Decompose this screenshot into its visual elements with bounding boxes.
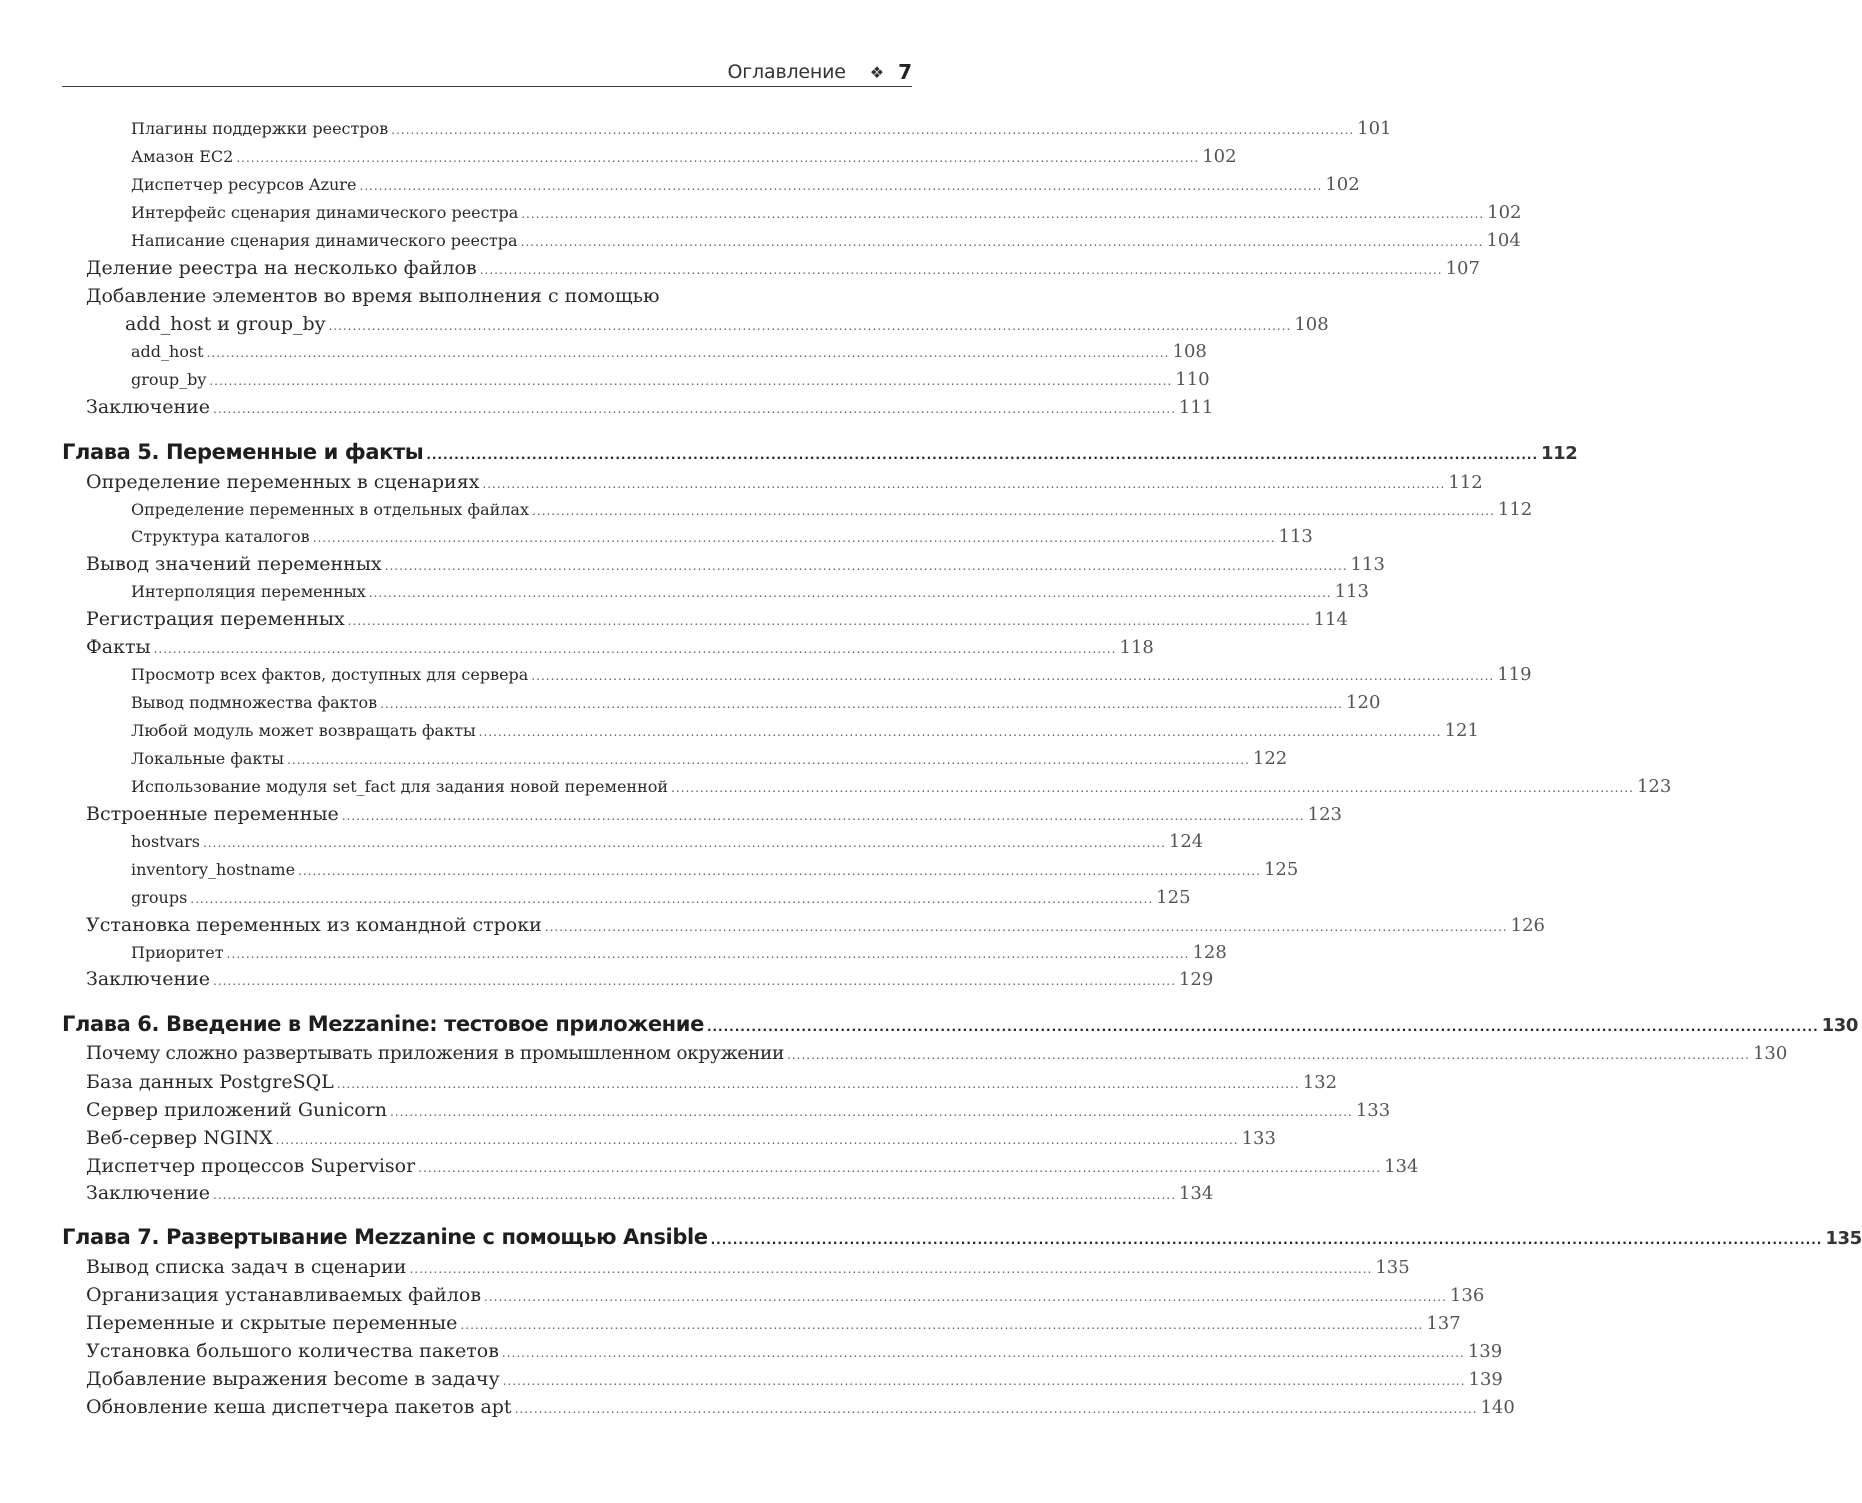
toc-entry-title: Диспетчер ресурсов Azure <box>131 175 357 194</box>
toc-entry <box>86 553 1385 581</box>
toc-entry <box>131 720 1479 748</box>
toc-entry-page: 102 <box>1487 202 1522 223</box>
dot-leader: ........................................................................................................................................................................................................ <box>213 1188 1176 1202</box>
toc-entry <box>131 369 1210 397</box>
toc-entry <box>86 914 1545 942</box>
toc-entry-page: 111 <box>1178 397 1214 418</box>
toc-entry <box>131 692 1381 720</box>
toc-entry-page: 113 <box>1278 526 1313 547</box>
toc-entry-title: База данных PostgreSQL <box>86 1071 334 1093</box>
toc-entry <box>86 968 1214 996</box>
dot-leader: ........................................................................................................................................................................................................ <box>418 1161 1382 1175</box>
toc-entry-title: Использование модуля set_fact для задания новой переменной <box>131 777 669 796</box>
dot-leader: ........................................................................................................................................................................................................ <box>226 947 1190 961</box>
toc-entry <box>131 146 1237 174</box>
dot-leader: ........................................................................................................................................................................................................ <box>368 586 1332 600</box>
dot-leader: ........................................................................................................................................................................................................ <box>341 809 1305 823</box>
toc-entry-title: Приоритет <box>131 943 224 962</box>
toc-entry-page: 129 <box>1178 969 1214 990</box>
dot-leader: ........................................................................................................................................................................................................ <box>389 1105 1353 1119</box>
dot-leader: ........................................................................................................................................................................................................ <box>544 920 1508 934</box>
dot-leader: ........................................................................................................................................................................................................ <box>502 1374 1466 1388</box>
toc-entry-page: 133 <box>1355 1100 1391 1121</box>
dot-leader: ........................................................................................................................................................................................................ <box>236 151 1200 165</box>
toc-chapter-page: 130 <box>1821 1015 1859 1036</box>
dot-leader: ........................................................................................................................................................................................................ <box>213 402 1176 416</box>
toc-entry <box>86 1043 1788 1071</box>
toc-entry-page: 125 <box>1156 887 1191 908</box>
toc-entry-title: Интерполяция переменных <box>131 582 366 601</box>
toc-entry-title: Регистрация переменных <box>86 608 345 630</box>
toc-chapter-title: Глава 6. Введение в Mezzanine: тестовое приложение <box>62 1012 704 1036</box>
toc-entry <box>86 1312 1461 1340</box>
dot-leader: ........................................................................................................................................................................................................ <box>298 864 1261 878</box>
toc-entry <box>131 526 1313 554</box>
toc-entry <box>86 1182 1214 1210</box>
toc-entry-page: 123 <box>1636 776 1672 797</box>
toc-entry-page: 113 <box>1334 581 1369 602</box>
dot-leader: ........................................................................................................................................................................................................ <box>521 207 1485 221</box>
dot-leader: ........................................................................................................................................................................................................ <box>190 892 1154 906</box>
dot-leader: ........................................................................................................................................................................................................ <box>209 374 1173 388</box>
toc-entry-title: Сервер приложений Gunicorn <box>86 1099 387 1121</box>
page-number: 7 <box>898 60 912 84</box>
toc-entry-title: Заключение <box>86 396 211 418</box>
toc-entry-page: 110 <box>1175 369 1210 390</box>
dot-leader: ........................................................................................................................................................................................................ <box>484 1290 1447 1304</box>
toc-entry-page: 125 <box>1263 859 1299 880</box>
dot-leader: ........................................................................................................................................................................................................ <box>520 235 1484 249</box>
toc-entry-page: 114 <box>1313 609 1348 630</box>
toc-entry <box>86 636 1154 664</box>
dot-leader: ........................................................................................................................................................................................................ <box>347 614 1311 628</box>
dot-leader: ........................................................................................................................................................................................................ <box>531 669 1495 683</box>
toc-entry-title: Определение переменных в сценариях <box>86 471 480 493</box>
toc-entry <box>86 1284 1485 1312</box>
toc-entry-page: 102 <box>1202 146 1237 167</box>
toc-entry <box>131 341 1207 369</box>
toc-entry-title: Плагины поддержки реестров <box>131 119 389 138</box>
toc-entry <box>86 1368 1503 1396</box>
toc-entry <box>125 313 1329 341</box>
dot-leader: ........................................................................................................................................................................................................ <box>514 1402 1478 1416</box>
toc-entry <box>86 257 1480 285</box>
dot-leader: ........................................................................................................................................................................................................ <box>203 836 1166 850</box>
toc-chapter <box>62 440 1578 472</box>
toc-chapter-title: Глава 7. Развертывание Mezzanine с помощью Ansible <box>62 1225 708 1249</box>
toc-entry-title: hostvars <box>131 832 201 851</box>
toc-entry <box>86 1396 1515 1424</box>
dot-leader: ........................................................................................................................................................................................................ <box>426 448 1539 462</box>
toc-entry <box>86 471 1483 499</box>
toc-entry-title: inventory_hostname <box>131 860 296 879</box>
toc-entry <box>131 776 1672 804</box>
dot-leader: ........................................................................................................................................................................................................ <box>501 1346 1465 1360</box>
dot-leader: ........................................................................................................................................................................................................ <box>460 1318 1424 1332</box>
toc-entry-page: 133 <box>1241 1128 1276 1149</box>
toc-entry-title: add_host и group_by <box>125 313 326 335</box>
toc-chapter <box>62 1225 1862 1257</box>
dot-leader: ........................................................................................................................................................................................................ <box>312 531 1276 545</box>
toc-entry-page: 102 <box>1325 174 1360 195</box>
toc-entry <box>131 581 1369 609</box>
toc-entry <box>86 1155 1419 1183</box>
toc-entry-title: add_host <box>131 342 204 361</box>
toc-entry-title: Веб-сервер NGINX <box>86 1127 273 1149</box>
toc-entry-title: group_by <box>131 370 207 389</box>
toc-entry-title: Вывод значений переменных <box>86 553 382 575</box>
toc-entry <box>131 174 1360 202</box>
toc-entry-page: 104 <box>1486 230 1521 251</box>
toc-entry-title-first-line: Добавление элементов во время выполнения с помощью <box>86 285 660 307</box>
toc-entry <box>86 608 1348 636</box>
toc-entry-page: 108 <box>1172 341 1207 362</box>
toc-entry <box>131 499 1533 527</box>
dot-leader: ........................................................................................................................................................................................................ <box>482 477 1446 491</box>
toc-entry-page: 101 <box>1357 118 1392 139</box>
toc-entry-title: Организация устанавливаемых файлов <box>86 1284 482 1306</box>
toc-entry-title: Вывод списка задач в сценарии <box>86 1256 407 1278</box>
toc-entry-page: 112 <box>1448 472 1483 493</box>
toc-entry <box>86 1071 1338 1099</box>
toc-entry-title: Вывод подмножества фактов <box>131 693 378 712</box>
toc-entry-title: Амазон EC2 <box>131 147 234 166</box>
toc-entry <box>86 1256 1410 1284</box>
toc-entry-title: Почему сложно развертывать приложения в промышленном окружении <box>86 1043 785 1064</box>
toc-entry-title: Определение переменных в отдельных файлах <box>131 500 529 519</box>
toc-entry-title: Любой модуль может возвращать факты <box>131 721 476 740</box>
dot-leader: ........................................................................................................................................................................................................ <box>275 1133 1239 1147</box>
dot-leader: ........................................................................................................................................................................................................ <box>391 123 1355 137</box>
toc-entry-title: Интерфейс сценария динамического реестра <box>131 203 519 222</box>
toc-entry-page: 118 <box>1119 637 1154 658</box>
toc-entry-page: 124 <box>1168 831 1204 852</box>
toc-chapter-title: Глава 5. Переменные и факты <box>62 440 424 464</box>
toc-entry <box>131 942 1227 970</box>
toc-entry-title: Диспетчер процессов Supervisor <box>86 1155 416 1177</box>
toc-entry <box>131 748 1288 776</box>
dot-leader: ........................................................................................................................................................................................................ <box>153 642 1117 656</box>
toc-entry-page: 128 <box>1192 942 1227 963</box>
toc-entry-title: Встроенные переменные <box>86 803 339 825</box>
toc-entry <box>86 1099 1391 1127</box>
toc-entry-page: 123 <box>1307 804 1342 825</box>
toc-entry-title: groups <box>131 888 188 907</box>
toc-entry-page: 107 <box>1445 258 1480 279</box>
toc-entry <box>131 230 1521 258</box>
toc-entry-title: Обновление кеша диспетчера пакетов apt <box>86 1396 512 1418</box>
toc-entry <box>131 118 1392 146</box>
toc-chapter-page: 112 <box>1541 443 1578 464</box>
toc-entry-title: Добавление выражения become в задачу <box>86 1368 500 1390</box>
toc-entry-page: 134 <box>1178 1183 1214 1204</box>
header-title: Оглавление <box>727 61 846 83</box>
ornament-icon: ❖ <box>869 62 885 82</box>
toc-entry-page: 121 <box>1444 720 1479 741</box>
toc-chapter <box>62 1012 1859 1044</box>
toc-entry-title: Заключение <box>86 968 211 990</box>
toc-entry <box>86 1127 1276 1155</box>
toc-entry <box>131 664 1532 692</box>
dot-leader: ........................................................................................................................................................................................................ <box>787 1048 1750 1062</box>
dot-leader: ........................................................................................................................................................................................................ <box>336 1077 1300 1091</box>
dot-leader: ........................................................................................................................................................................................................ <box>206 346 1170 360</box>
dot-leader: ........................................................................................................................................................................................................ <box>359 179 1323 193</box>
toc-entry-page: 120 <box>1346 692 1381 713</box>
toc-entry-title: Просмотр всех фактов, доступных для сервера <box>131 665 529 684</box>
toc-entry-title: Переменные и скрытые переменные <box>86 1312 458 1334</box>
dot-leader: ........................................................................................................................................................................................................ <box>213 974 1176 988</box>
dot-leader: ........................................................................................................................................................................................................ <box>532 504 1495 518</box>
toc-entry-page: 134 <box>1384 1156 1419 1177</box>
dot-leader: ........................................................................................................................................................................................................ <box>671 781 1634 795</box>
running-header <box>62 58 912 87</box>
dot-leader: ........................................................................................................................................................................................................ <box>409 1262 1373 1276</box>
toc-entry <box>131 202 1522 230</box>
toc-entry <box>86 803 1342 831</box>
toc-entry-title: Установка переменных из командной строки <box>86 914 542 936</box>
toc-entry-title: Структура каталогов <box>131 527 310 546</box>
toc-entry-page: 112 <box>1497 499 1533 520</box>
dot-leader: ........................................................................................................................................................................................................ <box>710 1233 1823 1247</box>
toc-entry-page: 113 <box>1350 554 1385 575</box>
toc-entry-page: 108 <box>1294 314 1329 335</box>
toc-entry <box>131 859 1299 887</box>
toc-entry-page: 119 <box>1497 664 1532 685</box>
toc-entry-title: Написание сценария динамического реестра <box>131 231 518 250</box>
toc-entry-page: 139 <box>1468 1369 1503 1390</box>
toc-entry-title: Установка большого количества пакетов <box>86 1340 499 1362</box>
toc-entry-page: 135 <box>1375 1257 1410 1278</box>
toc-entry-page: 139 <box>1467 1341 1503 1362</box>
dot-leader: ........................................................................................................................................................................................................ <box>479 263 1443 277</box>
dot-leader: ........................................................................................................................................................................................................ <box>706 1020 1819 1034</box>
toc-entry <box>131 831 1204 859</box>
toc-entry-title: Локальные факты <box>131 749 284 768</box>
toc-chapter-page: 135 <box>1825 1228 1862 1249</box>
toc-entry <box>86 1340 1503 1368</box>
dot-leader: ........................................................................................................................................................................................................ <box>328 319 1292 333</box>
toc-entry <box>131 887 1191 915</box>
toc-entry-page: 130 <box>1752 1043 1788 1064</box>
toc-entry-title: Деление реестра на несколько файлов <box>86 257 477 279</box>
toc-entry-page: 136 <box>1449 1285 1485 1306</box>
toc-entry-page: 140 <box>1480 1397 1515 1418</box>
toc-entry-page: 137 <box>1426 1313 1461 1334</box>
dot-leader: ........................................................................................................................................................................................................ <box>478 725 1442 739</box>
toc-entry-page: 132 <box>1302 1072 1338 1093</box>
toc-entry-page: 126 <box>1510 915 1545 936</box>
toc-entry <box>86 396 1214 424</box>
dot-leader: ........................................................................................................................................................................................................ <box>287 753 1250 767</box>
dot-leader: ........................................................................................................................................................................................................ <box>380 697 1344 711</box>
toc-entry-title: Заключение <box>86 1182 211 1204</box>
toc-entry-page: 122 <box>1252 748 1288 769</box>
toc-entry-title: Факты <box>86 636 151 658</box>
dot-leader: ........................................................................................................................................................................................................ <box>384 559 1348 573</box>
